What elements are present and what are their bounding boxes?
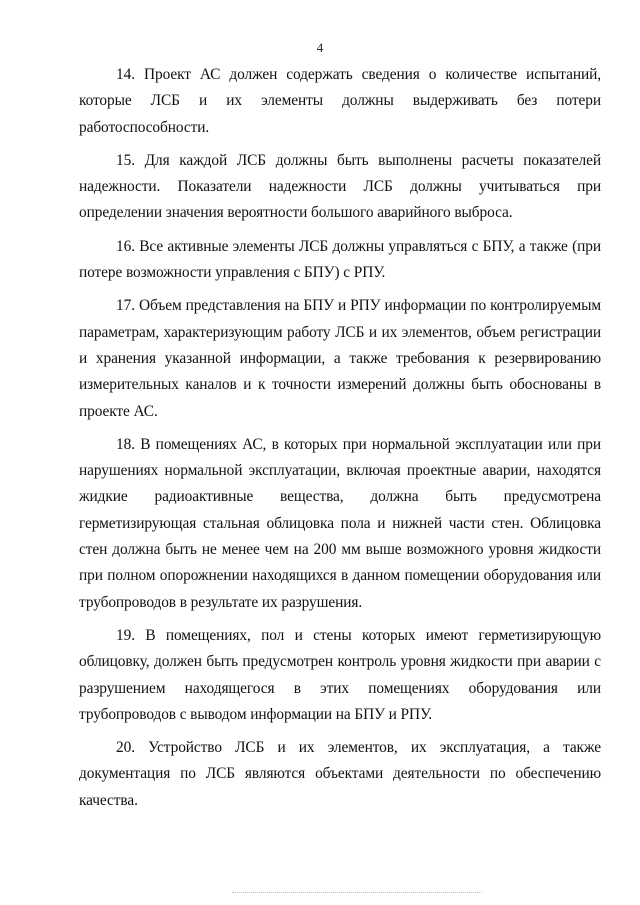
page-number: 4	[316, 40, 324, 55]
paragraph-18: 18. В помещениях АС, в которых при нормальной эксплуатации или при нарушениях нормальной эксплуатации, включая проектные аварии, находятся жидкие радиоактивные вещества, должна быть предусмотрена герметизирующая стальная облицовка пола и нижней части стен. Облицовка стен должна быть не менее чем на 200 мм выше возможного уровня жидкости при полном опорожнении находящихся в данном помещении оборудования или трубопроводов в результате их разрушения.	[79, 435, 601, 611]
paragraph-20: 20. Устройство ЛСБ и их элементов, их эксплуатация, а также документация по ЛСБ являются объектами деятельности по обеспечению качества.	[79, 739, 601, 809]
paragraph-15: 15. Для каждой ЛСБ должны быть выполнены расчеты показателей надежности. Показатели надежности ЛСБ должны учитываться при определении значения вероятности большого аварийного выброса.	[79, 151, 601, 222]
paragraph-19: 19. В помещениях, пол и стены которых имеют герметизирующую облицовку, должен быть предусмотрен контроль уровня жидкости при аварии с разрушением находящегося в этих помещениях оборудования или трубопроводов с выводом информации на БПУ и РПУ.	[79, 626, 601, 723]
paragraph-14: 14. Проект АС должен содержать сведения о количестве испытаний, которые ЛСБ и их элементы должны выдерживать без потери работоспособности.	[79, 66, 601, 136]
paragraph-16: 16. Все активные элементы ЛСБ должны управляться с БПУ, а также (при потере возможности управления с БПУ) с РПУ.	[79, 237, 601, 282]
paragraph-17: 17. Объем представления на БПУ и РПУ информации по контролируемым параметрам, характеризующим работу ЛСБ и их элементов, объем регистрации и хранения указанной информации, а также требования к резервированию измерительных каналов и к точности измерений должны быть обоснованы в проекте АС.	[79, 297, 601, 420]
scan-artifact-line	[232, 892, 482, 899]
document-body	[79, 62, 601, 814]
